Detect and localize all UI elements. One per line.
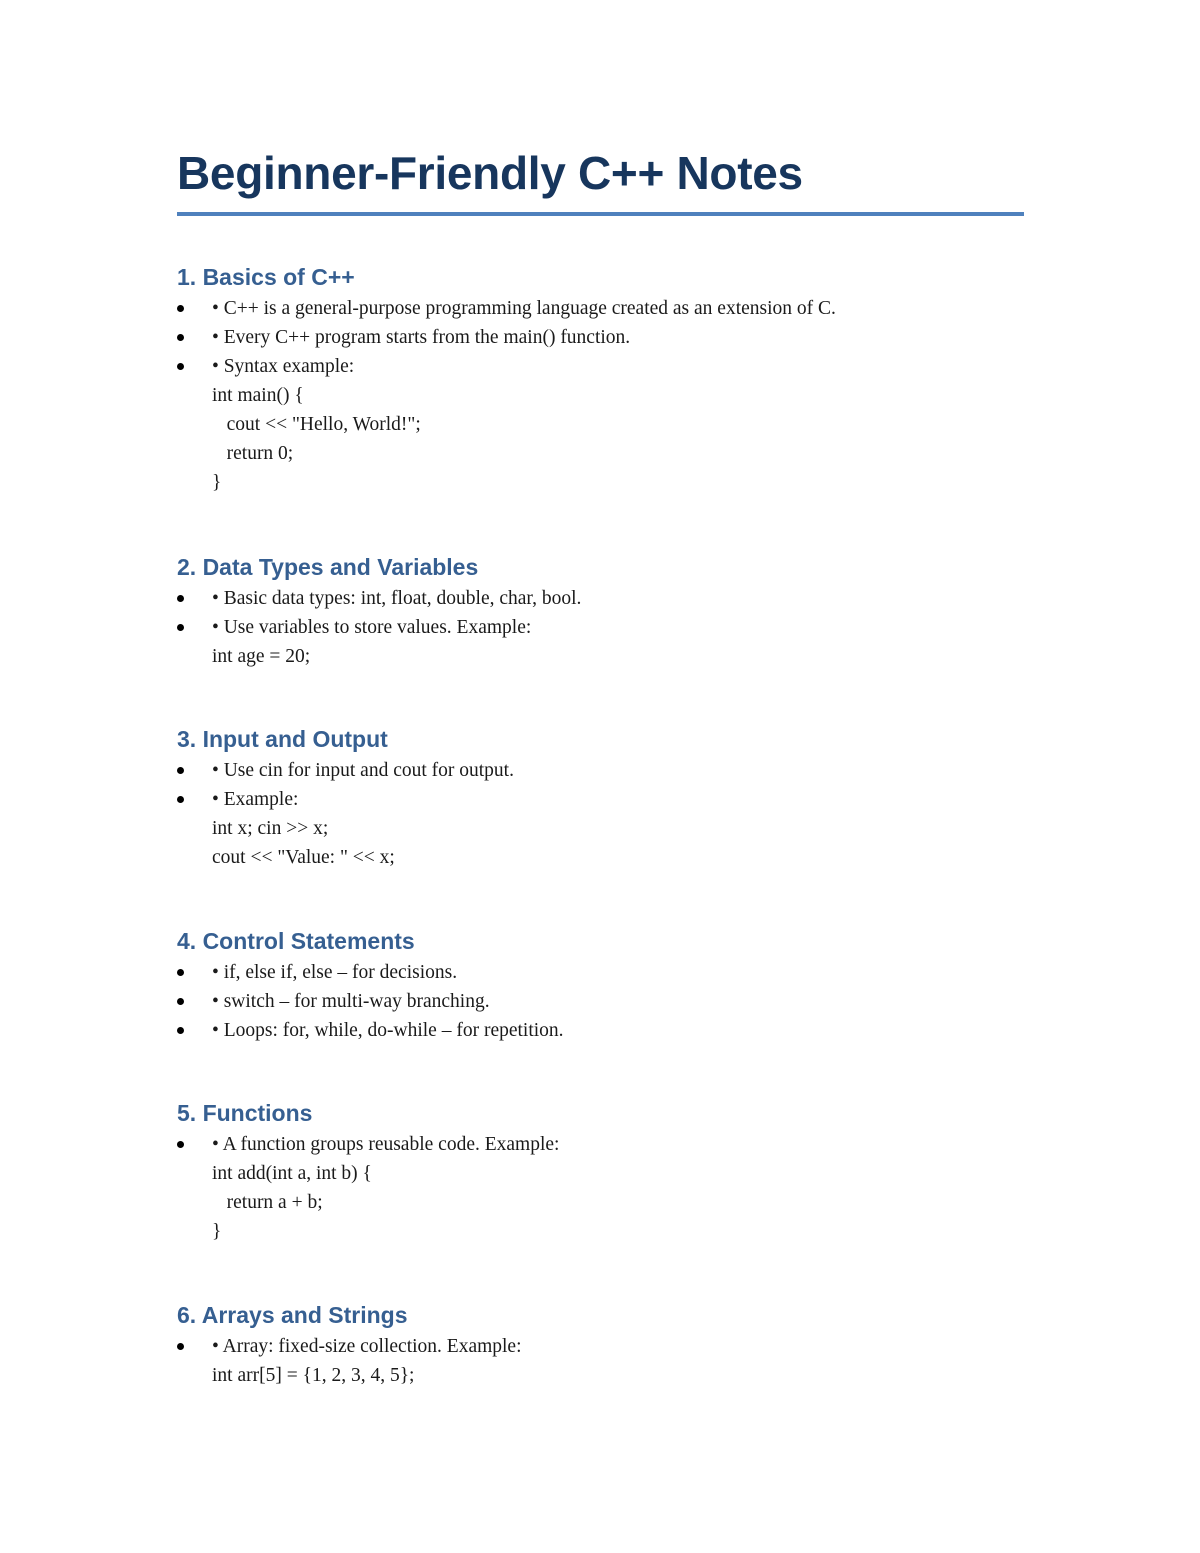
code-line: cout << "Value: " << x;	[212, 847, 395, 868]
code-line: int x; cin >> x;	[212, 818, 329, 839]
code-line: int add(int a, int b) {	[212, 1163, 372, 1184]
bullet-list	[177, 958, 1024, 1045]
bullet-icon	[177, 998, 184, 1005]
page-title: Beginner-Friendly C++ Notes	[177, 140, 1024, 216]
list-item: • Basic data types: int, float, double, char, bool.	[177, 584, 1024, 613]
list-item: • Every C++ program starts from the main() function.	[177, 323, 1024, 352]
section-basics	[177, 262, 1024, 497]
list-item: • Loops: for, while, do-while – for repetition.	[177, 1016, 1024, 1045]
bullet-list	[177, 1332, 1024, 1390]
section-functions	[177, 1098, 1024, 1246]
section-arrays-strings	[177, 1300, 1024, 1390]
bullet-icon	[177, 1343, 184, 1350]
section-heading: 1. Basics of C++	[177, 264, 355, 290]
bullet-icon	[177, 363, 184, 370]
bullet-list	[177, 756, 1024, 872]
code-line: cout << "Hello, World!";	[212, 414, 421, 435]
section-heading: 3. Input and Output	[177, 726, 388, 752]
list-item: • C++ is a general-purpose programming language created as an extension of C.	[177, 294, 1024, 323]
bullet-icon	[177, 624, 184, 631]
section-input-output	[177, 724, 1024, 872]
list-item: • if, else if, else – for decisions.	[177, 958, 1024, 987]
list-item: • Example: int x; cin >> x; cout << "Value: " << x;	[177, 785, 1024, 872]
section-heading: 2. Data Types and Variables	[177, 554, 479, 580]
document-page	[177, 140, 1024, 216]
code-line: return a + b;	[212, 1192, 323, 1213]
list-item: • Use variables to store values. Example: int age = 20;	[177, 613, 1024, 671]
list-item: • switch – for multi-way branching.	[177, 987, 1024, 1016]
section-heading: 5. Functions	[177, 1100, 313, 1126]
bullet-icon	[177, 305, 184, 312]
code-line: int main() {	[212, 385, 304, 406]
section-data-types	[177, 552, 1024, 671]
list-item: • Syntax example: int main() { cout << "Hello, World!"; return 0; }	[177, 352, 1024, 497]
list-item: • Array: fixed-size collection. Example: int arr[5] = {1, 2, 3, 4, 5};	[177, 1332, 1024, 1390]
bullet-icon	[177, 1141, 184, 1148]
code-line: }	[212, 1221, 222, 1242]
list-item: • A function groups reusable code. Example: int add(int a, int b) { return a + b; }	[177, 1130, 1024, 1246]
bullet-icon	[177, 969, 184, 976]
bullet-list	[177, 294, 1024, 497]
code-line: int arr[5] = {1, 2, 3, 4, 5};	[212, 1365, 415, 1386]
bullet-icon	[177, 334, 184, 341]
code-line: int age = 20;	[212, 646, 311, 667]
section-control-statements	[177, 926, 1024, 1045]
bullet-icon	[177, 767, 184, 774]
bullet-icon	[177, 595, 184, 602]
bullet-icon	[177, 796, 184, 803]
code-line: }	[212, 472, 222, 493]
code-line: return 0;	[212, 443, 294, 464]
bullet-list	[177, 584, 1024, 671]
list-item: • Use cin for input and cout for output.	[177, 756, 1024, 785]
bullet-icon	[177, 1027, 184, 1034]
bullet-list	[177, 1130, 1024, 1246]
section-heading: 4. Control Statements	[177, 928, 415, 954]
section-heading: 6. Arrays and Strings	[177, 1302, 408, 1328]
